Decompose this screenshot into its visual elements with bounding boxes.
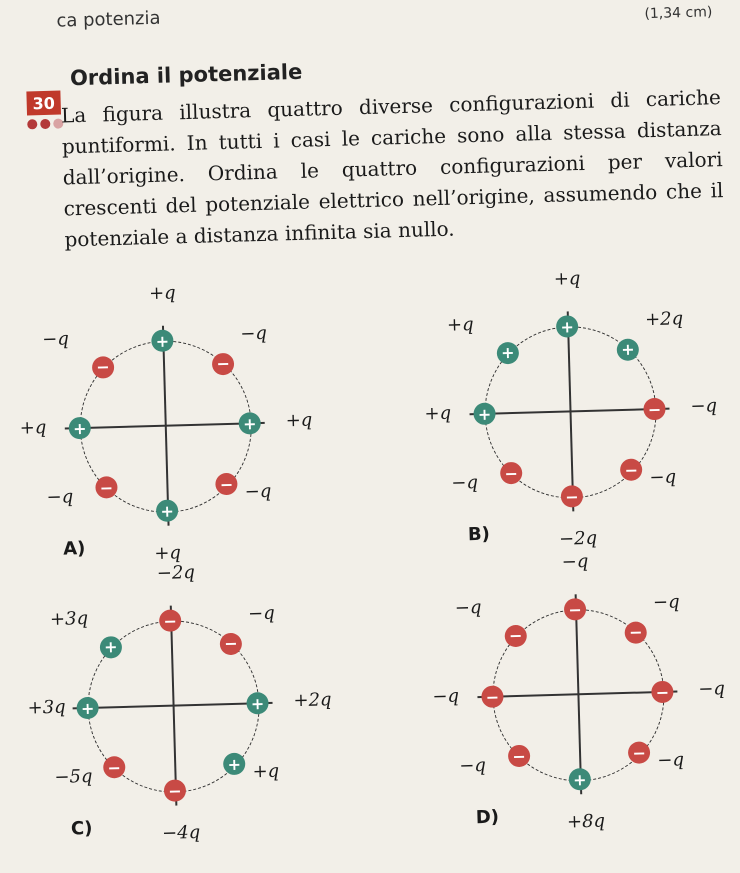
exercise-title: Ordina il potenziale bbox=[69, 59, 303, 91]
previous-exercise-fragment: ca potenzia bbox=[56, 7, 161, 32]
measurement-fragment: (1,34 cm) bbox=[644, 4, 713, 23]
charge-label: −q bbox=[46, 486, 74, 509]
negative-charge: − bbox=[92, 356, 115, 379]
negative-charge: − bbox=[564, 598, 587, 621]
exercise-paragraph: La figura illustra quattro diverse configurazioni di cariche puntiformi. In tutti i casi le cariche sono alla stessa distanza dall’origine. Ordina le quattro configurazioni per valori crescenti del potenziale elettrico nell’origine, assumendo che il potenziale a distanza infinita sia nullo. bbox=[60, 85, 724, 252]
charge-label: −q bbox=[652, 591, 680, 614]
charge-label: +2q bbox=[644, 308, 684, 331]
positive-charge: + bbox=[496, 342, 519, 365]
charge-label: +q bbox=[19, 417, 47, 439]
diagram-d bbox=[432, 550, 726, 833]
charge-label: −4q bbox=[161, 821, 201, 844]
charge-label: −q bbox=[41, 328, 70, 351]
charge-label: −q bbox=[690, 395, 718, 418]
charge-label: −q bbox=[649, 466, 677, 489]
positive-charge: + bbox=[617, 338, 640, 361]
difficulty-dots bbox=[27, 118, 63, 129]
charge-label: −5q bbox=[54, 765, 93, 789]
negative-charge: − bbox=[95, 476, 118, 499]
negative-charge: − bbox=[620, 459, 643, 482]
positive-charge: + bbox=[68, 417, 91, 440]
negative-charge: − bbox=[164, 779, 187, 802]
charge-label: −2q bbox=[156, 561, 196, 585]
charge-label: +3q bbox=[27, 696, 66, 719]
charge-label: −q bbox=[244, 480, 272, 503]
positive-charge: + bbox=[246, 692, 269, 715]
negative-charge: − bbox=[481, 685, 504, 708]
positive-charge: + bbox=[223, 753, 246, 776]
charge-label: +8q bbox=[566, 810, 606, 833]
charge-label: −q bbox=[458, 754, 487, 777]
charge-label: −q bbox=[247, 602, 276, 625]
positive-charge: + bbox=[556, 315, 579, 338]
charge-label: −q bbox=[240, 322, 268, 345]
positive-charge: + bbox=[568, 768, 591, 791]
negative-charge: − bbox=[561, 485, 584, 508]
diagram-label: B) bbox=[467, 523, 491, 546]
negative-charge: − bbox=[628, 741, 651, 764]
negative-charge: − bbox=[500, 462, 523, 485]
charge-label: +q bbox=[154, 542, 182, 565]
exercise-number: 30 bbox=[26, 91, 61, 116]
charge-label: +2q bbox=[293, 689, 332, 712]
negative-charge: − bbox=[504, 625, 527, 648]
negative-charge: − bbox=[103, 756, 126, 779]
negative-charge: − bbox=[159, 609, 182, 632]
charge-label: +q bbox=[424, 402, 452, 425]
negative-charge: − bbox=[215, 473, 238, 496]
negative-charge: − bbox=[212, 353, 235, 376]
charge-label: +q bbox=[285, 409, 313, 432]
negative-charge: − bbox=[220, 633, 243, 656]
diagram-b bbox=[424, 268, 718, 550]
charge-label: −q bbox=[561, 550, 589, 573]
negative-charge: − bbox=[651, 681, 674, 704]
difficulty-dot bbox=[40, 119, 50, 129]
charge-label: −q bbox=[432, 685, 460, 708]
positive-charge: + bbox=[156, 499, 179, 522]
charge-label: −q bbox=[451, 472, 479, 494]
diagram-c bbox=[27, 561, 332, 844]
diagram-label: C) bbox=[70, 817, 93, 840]
positive-charge: + bbox=[151, 329, 174, 352]
exercise-text bbox=[61, 82, 725, 255]
diagram-label: D) bbox=[475, 806, 500, 829]
diagram-label: A) bbox=[62, 537, 86, 560]
charge-label: +q bbox=[252, 760, 280, 783]
positive-charge: + bbox=[473, 402, 496, 425]
positive-charge: + bbox=[100, 636, 123, 659]
charge-label: −q bbox=[657, 749, 685, 772]
positive-charge: + bbox=[76, 697, 99, 720]
charge-label: +q bbox=[553, 268, 581, 290]
positive-charge: + bbox=[238, 412, 261, 435]
negative-charge: − bbox=[508, 745, 531, 768]
negative-charge: − bbox=[625, 621, 648, 644]
negative-charge: − bbox=[643, 398, 666, 421]
charge-label: +q bbox=[446, 313, 474, 336]
charge-label: −q bbox=[698, 678, 726, 700]
charge-label: −2q bbox=[558, 527, 598, 550]
charge-label: −q bbox=[454, 596, 482, 619]
difficulty-dot bbox=[27, 119, 37, 129]
diagram-a bbox=[19, 282, 313, 565]
charge-label: +q bbox=[148, 282, 176, 305]
charge-label: +3q bbox=[49, 607, 89, 630]
